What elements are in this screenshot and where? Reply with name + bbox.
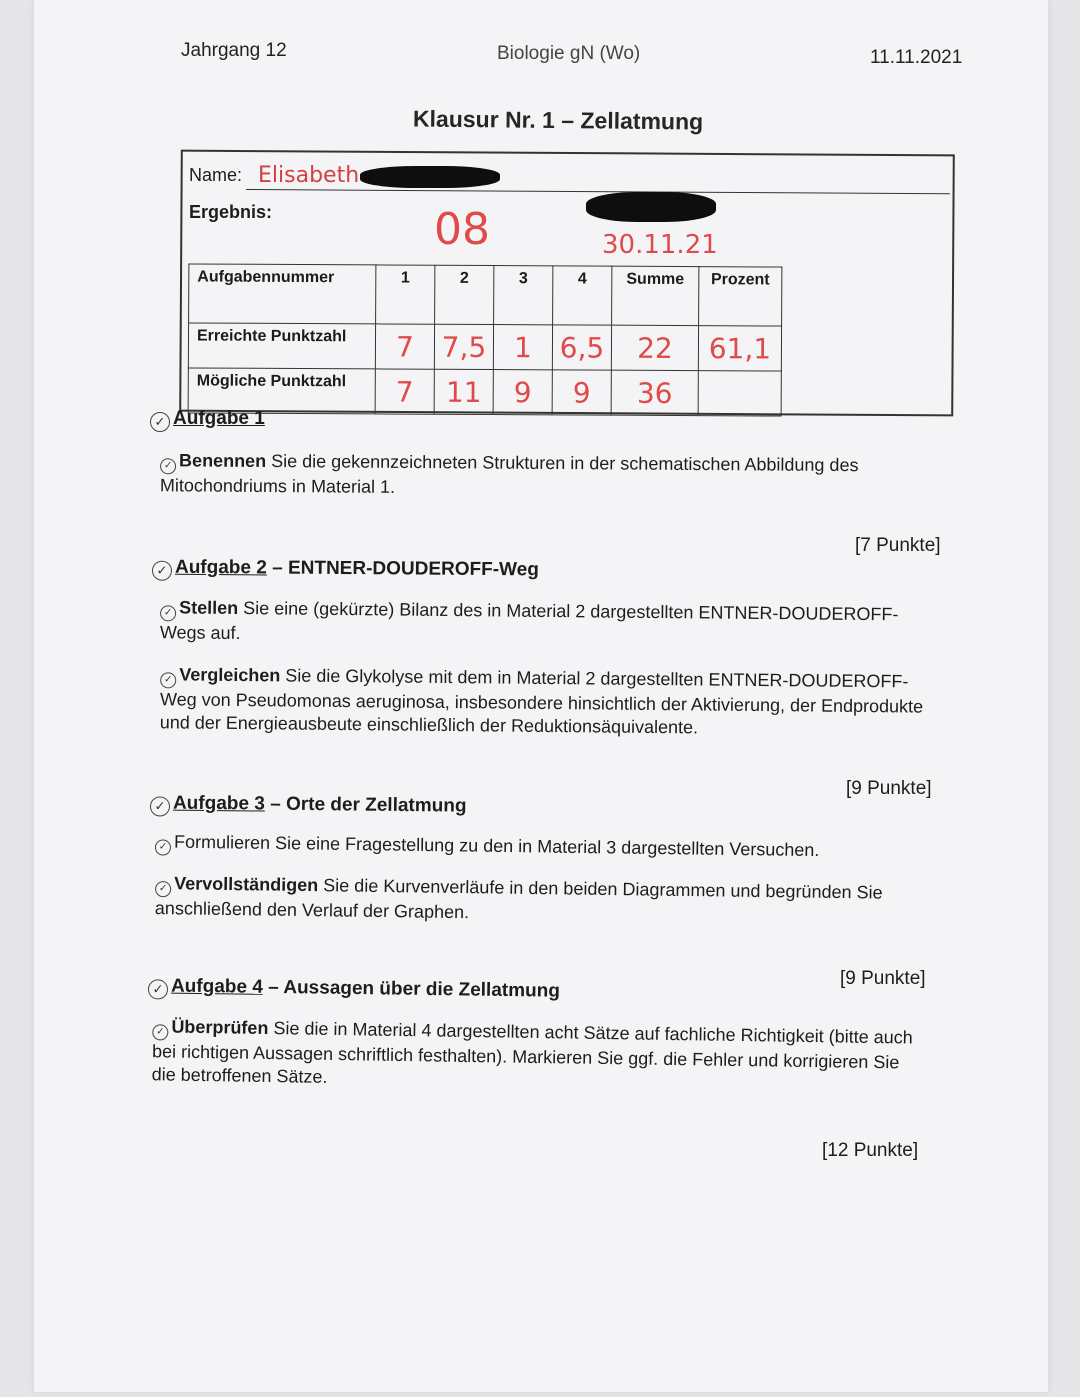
- student-name: Elisabeth: [258, 163, 360, 188]
- checkmark-icon: ✓: [148, 979, 168, 999]
- checkmark-icon: ✓: [155, 881, 171, 897]
- possible-percent: [698, 371, 781, 416]
- grade-level: Jahrgang 12: [181, 40, 287, 61]
- task-3-points: [9 Punkte]: [840, 968, 926, 989]
- achieved-row: [188, 323, 781, 371]
- achieved-label: Erreichte Punktzahl: [188, 323, 375, 369]
- col-header-task-number: Aufgabennummer: [189, 264, 376, 324]
- possible-task-3: 9: [493, 370, 552, 415]
- task-2-item-2: ✓ Vergleichen Sie die Glykolyse mit dem in Material 2 dargestellten ENTNER-DOUDEROFF-Weg von Pseudomonas aeruginosa, insbesondere hinsichtlich der Aktivierung, der Endprodukte und der Energieausbeute einschließlich der Reduktionsäquivalente.: [159, 664, 924, 738]
- checkmark-icon: ✓: [160, 605, 176, 621]
- achieved-task-4: 6,5: [552, 325, 611, 370]
- possible-task-2: 11: [434, 369, 493, 414]
- col-header-percent: Prozent: [699, 267, 782, 326]
- task-2-points: [9 Punkte]: [846, 778, 932, 799]
- col-header-sum: Summe: [612, 266, 699, 325]
- redaction-signature: [586, 192, 716, 222]
- possible-row: [188, 368, 781, 416]
- task-4-item-1: ✓ Überprüfen Sie die in Material 4 dargestellten acht Sätze auf fachliche Richtigkeit (bitte auch bei richtigen Aussagen schriftlich festhalten). Markieren Sie ggf. die Fehler und korrigieren Sie die betroffenen Sätze.: [151, 1016, 913, 1087]
- col-header-1: 1: [376, 265, 435, 324]
- course-name: Biologie gN (Wo): [497, 43, 641, 64]
- task-3-heading: ✓ Aufgabe 3 – Orte der Zellatmung: [150, 792, 467, 819]
- checkmark-icon: ✓: [160, 672, 176, 688]
- score-table-header-row: [189, 264, 782, 326]
- checkmark-icon: ✓: [160, 458, 176, 474]
- achieved-task-1: 7: [375, 324, 434, 369]
- task-3-item-2: ✓ Vervollständigen Sie die Kurvenverläufe in den beiden Diagrammen und begründen Sie anschließend den Verlauf der Graphen.: [154, 873, 883, 923]
- achieved-task-3: 1: [493, 325, 552, 370]
- task-1-heading: ✓ Aufgabe 1: [150, 408, 265, 432]
- task-1-item-1: ✓ Benennen Sie die gekennzeichneten Strukturen in der schematischen Abbildung des Mitochondriums in Material 1.: [159, 450, 859, 497]
- checkmark-icon: ✓: [152, 1024, 168, 1040]
- task-2-item-1: ✓ Stellen Sie eine (gekürzte) Bilanz des in Material 2 dargestellten ENTNER-DOUDEROFF-Wegs auf.: [159, 597, 899, 644]
- checkmark-icon: ✓: [150, 412, 170, 432]
- name-label: Name:: [189, 165, 243, 185]
- exam-date: 11.11.2021: [870, 47, 963, 68]
- col-header-2: 2: [435, 265, 494, 324]
- possible-task-4: 9: [552, 370, 611, 415]
- task-1-points: [7 Punkte]: [855, 535, 941, 556]
- possible-sum: 36: [611, 370, 698, 415]
- achieved-task-2: 7,5: [434, 324, 493, 369]
- col-header-3: 3: [494, 266, 553, 325]
- task-3-item-1: ✓ Formulieren Sie eine Fragestellung zu den in Material 3 dargestellten Versuchen.: [155, 830, 855, 864]
- checkmark-icon: ✓: [155, 839, 171, 855]
- redaction-name: [360, 166, 500, 188]
- possible-label: Mögliche Punktzahl: [188, 368, 375, 414]
- col-header-4: 4: [553, 266, 612, 325]
- achieved-percent: 61,1: [698, 326, 781, 371]
- task-4-points: [12 Punkte]: [822, 1140, 919, 1161]
- task-2-heading: ✓ Aufgabe 2 – ENTNER-DOUDEROFF-Weg: [152, 557, 539, 584]
- score-table: [188, 263, 783, 416]
- checkmark-icon: ✓: [152, 561, 172, 581]
- grade-value: 08: [434, 204, 490, 255]
- result-label: Ergebnis:: [189, 202, 273, 222]
- correction-date: 30.11.21: [602, 230, 718, 260]
- checkmark-icon: ✓: [150, 796, 170, 816]
- page-title: Klausur Nr. 1 – Zellatmung: [412, 105, 704, 135]
- achieved-sum: 22: [611, 325, 698, 370]
- task-4-heading: ✓ Aufgabe 4 – Aussagen über die Zellatmung: [148, 975, 560, 1004]
- possible-task-1: 7: [375, 369, 434, 414]
